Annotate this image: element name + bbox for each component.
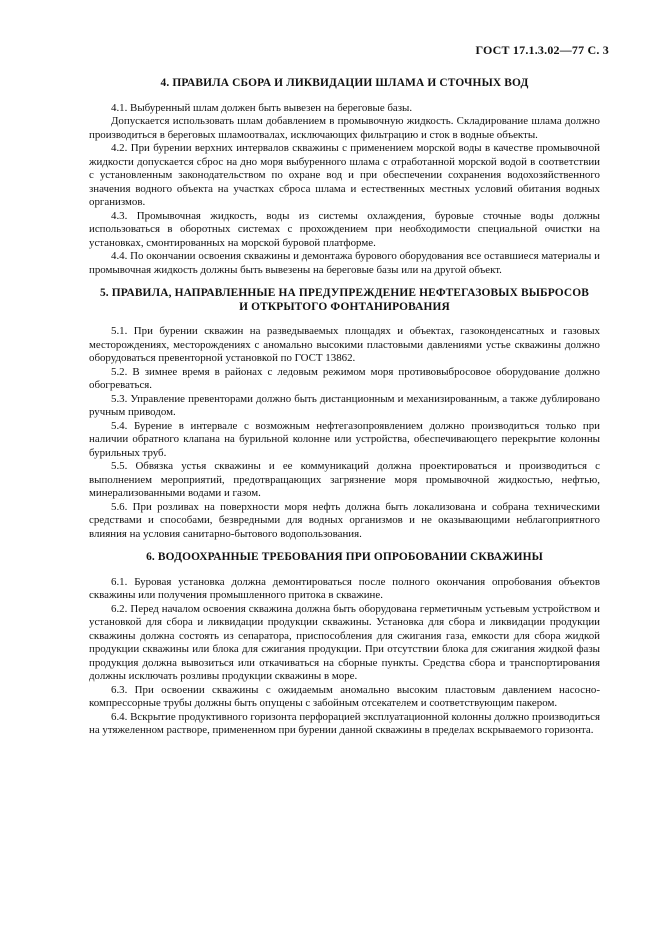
document-body	[89, 77, 600, 748]
paragraph: 5.6. При розливах на поверхности моря нефть должна быть локализована и собрана техническими средствами и способами, безвредными для водных организмов и не оказывающими неблагоприятного влияния на условия санитарно-бытового водопользования.	[89, 500, 600, 540]
section-5	[89, 287, 600, 541]
section-heading	[89, 77, 600, 91]
running-header: ГОСТ 17.1.3.02—77 С. 3	[475, 43, 609, 57]
section-heading	[89, 287, 600, 314]
paragraph: 5.3. Управление превенторами должно быть дистанционным и механизированным, а также дублировано ручным приводом.	[89, 392, 600, 418]
paragraph: Допускается использовать шлам добавлением в промывочную жидкость. Складирование шлама должно производиться в береговых шламоотвалах, исключающих фильтрацию и сток в водные объекты.	[89, 115, 600, 141]
paragraph: 4.1. Выбуренный шлам должен быть вывезен на береговые базы.	[111, 101, 413, 114]
paragraph: 6.1. Буровая установка должна демонтироваться после полного окончания опробования объектов скважины или получения промышленного притока в скважине.	[89, 575, 600, 601]
paragraph: 4.4. По окончании освоения скважины и демонтажа бурового оборудования все оставшиеся материалы и промывочная жидкость должны быть вывезены на береговые базы или на другой объект.	[89, 250, 600, 276]
paragraph: 5.1. При бурении скважин на разведываемых площадях и объектах, газоконденсатных и газовых месторождениях, месторождениях с аномально высокими пластовыми давлениями устье скважины должно оборудоваться превенторной установкой по ГОСТ 13862.	[89, 325, 600, 364]
paragraph: 6.2. Перед началом освоения скважина должна быть оборудована герметичным устьевым устройством и установкой для сбора и ликвидации продукции скважины. Установка для сбора и ликвидации продукции скважины должна состоять из сепаратора, приспособления для сжигания газа, емкости для сбора жидкой продукции скважины или блока для сжигания продукции. При отсутствии блока для сжигания жидкой фазы продукция должна вывозиться или откачиваться на сборные пункты. Средства сбора и транспортирования должны исключать розливы продукции скважины в море.	[89, 602, 600, 682]
paragraph: 6.3. При освоении скважины с ожидаемым аномально высоким пластовым давлением насосно-компрессорные трубы должны быть опущены с забойным отсекателем и соответствующим пакером.	[89, 683, 600, 709]
paragraph: 4.3. Промывочная жидкость, воды из системы охлаждения, буровые сточные воды должны использоваться в оборотных системах с прохождением при необходимости специальной очистки на установках, смонтированных на морской буровой платформе.	[89, 209, 600, 249]
section-6	[89, 551, 600, 738]
section-title: 4. ПРАВИЛА СБОРА И ЛИКВИДАЦИИ ШЛАМА И СТОЧНЫХ ВОД	[160, 77, 529, 89]
paragraph: 4.2. При бурении верхних интервалов скважины с применением морской воды в качестве промывочной жидкости допускается сброс на дно моря выбуренного шлама с отработанной морской водой в соответствии с установленным законодательством по охране вод и при обеспечении сохранения водохозяйственного значения водного объекта на участках сброса шлама и естественных местных условий обитания водных организмов.	[89, 142, 600, 208]
section-title: 6. ВОДООХРАННЫЕ ТРЕБОВАНИЯ ПРИ ОПРОБОВАНИИ СКВАЖИНЫ	[146, 551, 543, 563]
paragraph: 5.2. В зимнее время в районах с ледовым режимом моря противовыбросовое оборудование должно обогреваться.	[89, 365, 600, 391]
section-heading	[89, 551, 600, 565]
section-title: 5. ПРАВИЛА, НАПРАВЛЕННЫЕ НА ПРЕДУПРЕЖДЕНИЕ НЕФТЕГАЗОВЫХ ВЫБРОСОВ	[99, 287, 590, 299]
paragraph: 5.4. Бурение в интервале с возможным нефтегазопроявлением должно производиться только при наличии обратного клапана на бурильной колонне или устройства, обеспечивающего перекрытие колонны бурильных труб.	[89, 419, 600, 459]
section-4	[89, 77, 600, 277]
section-title-continued: И ОТКРЫТОГО ФОНТАНИРОВАНИЯ	[239, 300, 450, 313]
paragraph: 5.5. Обвязка устья скважины и ее коммуникаций должна проектироваться и производиться с выполнением мероприятий, предотвращающих загрязнение моря промывочной жидкостью, нефтью, минерализованными водами и газом.	[89, 460, 600, 499]
paragraph: 6.4. Вскрытие продуктивного горизонта перфорацией эксплуатационной колонны должно производиться на утяжеленном растворе, примененном при бурении данной скважины в пределах вскрываемого горизонта.	[89, 710, 600, 736]
